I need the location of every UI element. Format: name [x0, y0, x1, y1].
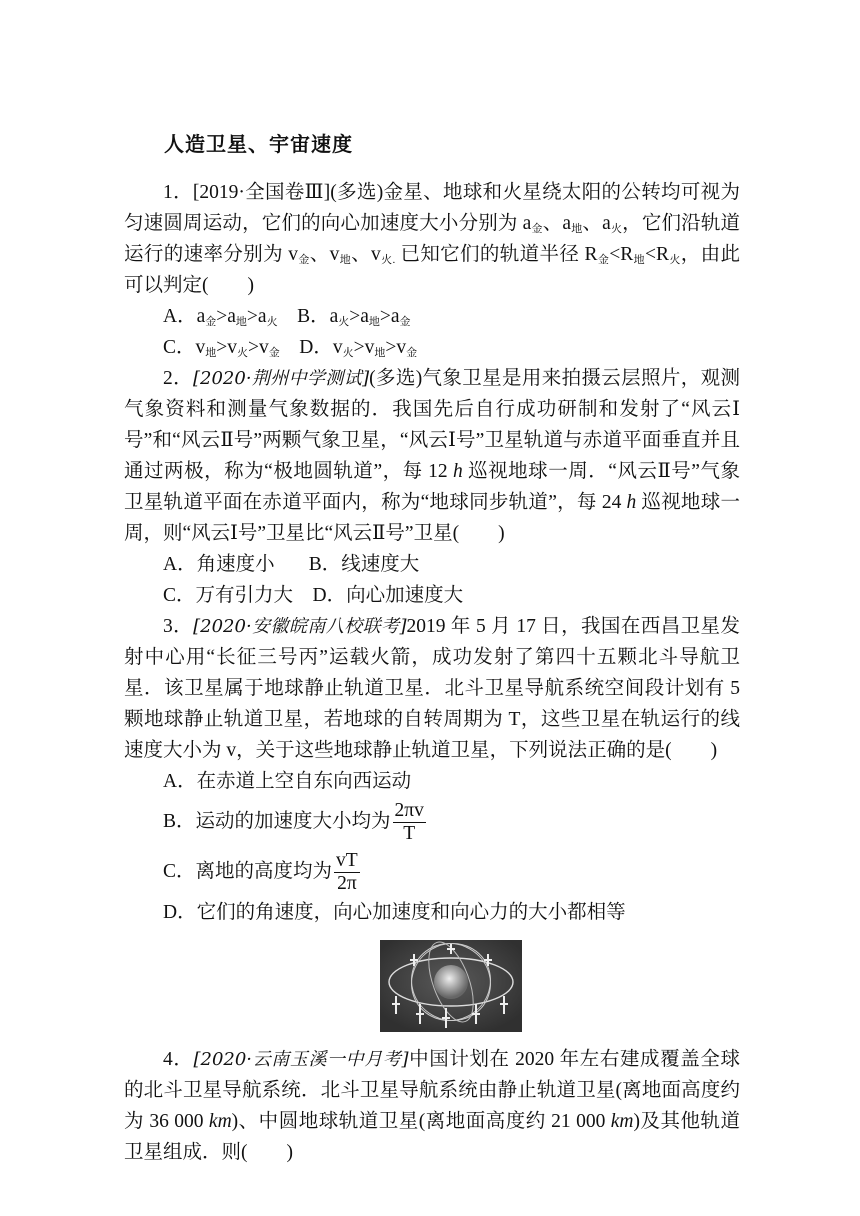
option-d[interactable]: D．它们的角速度，向心加速度和向心力的大小都相等 — [163, 902, 626, 923]
option-b[interactable]: B．运动的加速度大小均为 $\frac{2\pi v}{T}$ — [163, 799, 424, 845]
fraction: $\frac{2\pi v}{T}$ — [394, 799, 424, 845]
question-4: 4．[2020·云南玉溪一中月考]中国计划在 2020 年左右建成覆盖全球的北斗卫星导航系统．北斗卫星导航系统由静止轨道卫星(离地面高度约为 36 000 km)、中圆地球轨道卫星(离地面高度约 21 000 km)及其他轨道卫星组成．则( ) — [124, 1049, 740, 1163]
option-b[interactable]: B．线速度大 — [308, 554, 420, 575]
option-c[interactable]: C．万有引力大 — [163, 585, 294, 606]
question-3: 3．[2020·安徽皖南八校联考]2019 年 5 月 17 日，我国在西昌卫星发射中心用“长征三号丙”运载火箭，成功发射了第四十五颗北斗导航卫星．该卫星属于地球静止轨道卫星．北斗卫星导航系统空间段计划有 5 颗地球静止轨道卫星，若地球的自转周期为 T，这些卫星在轨运行的线速度大小为 v，关于这些地球静止轨道卫星，下列说法正确的是( ) — [124, 616, 740, 761]
option-a[interactable]: A．在赤道上空自东向西运动 — [163, 771, 412, 792]
question-1-options-ab — [124, 301, 740, 332]
option-d[interactable]: D．$v_火>v_地>v_金$ — [299, 337, 418, 359]
question-2-options-cd — [124, 580, 740, 611]
option-a[interactable]: A．$a_金>a_地>a_火$ — [163, 306, 278, 328]
question-source: [2019·全国卷Ⅲ] — [192, 182, 331, 203]
option-b[interactable]: B．$a_火>a_地>a_金$ — [297, 306, 411, 328]
question-1-options-cd — [124, 332, 740, 363]
question-source: [2020·安徽皖南八校联考] — [193, 616, 407, 637]
document-page — [124, 128, 740, 1168]
question-source: [2020·荆州中学测试] — [192, 368, 370, 389]
satellite-orbit-figure — [380, 940, 522, 1032]
question-1: 1．[2019·全国卷Ⅲ](多选)金星、地球和火星绕太阳的公转均可视为匀速圆周运动，它们的向心加速度大小分别为 $a_金$、$a_地$、$a_火$，它们沿轨道运行的速率分别为 $v_金$、$v_地$、$v_{火.}$ 已知它们的轨道半径 $R_金<R_地<R_火$，由此可以判定( ) — [124, 182, 741, 296]
question-source: [2020·云南玉溪一中月考] — [193, 1049, 409, 1070]
option-d[interactable]: D．向心加速度大 — [312, 585, 464, 606]
option-a[interactable]: A．角速度小 — [163, 554, 275, 575]
question-2: 2．[2020·荆州中学测试](多选)气象卫星是用来拍摄云层照片，观测气象资料和测量气象数据的．我国先后自行成功研制和发射了“风云Ⅰ号”和“风云Ⅱ号”两颗气象卫星，“风云Ⅰ号”卫星轨道与赤道平面垂直并且通过两极，称为“极地圆轨道”，每 12 h 巡视地球一周．“风云Ⅱ号”气象卫星轨道平面在赤道平面内，称为“地球同步轨道”，每 24 h 巡视地球一周，则“风云Ⅰ号”卫星比“风云Ⅱ号”卫星( ) — [124, 368, 740, 544]
section-title: 人造卫星、宇宙速度 — [164, 132, 353, 156]
question-2-options-ab — [124, 549, 740, 580]
option-c[interactable]: C．$v_地>v_火>v_金$ — [163, 337, 280, 359]
fraction: $\frac{vT}{2\pi}$ — [336, 849, 358, 895]
option-c[interactable]: C．离地的高度均为 $\frac{vT}{2\pi}$ — [163, 849, 358, 895]
